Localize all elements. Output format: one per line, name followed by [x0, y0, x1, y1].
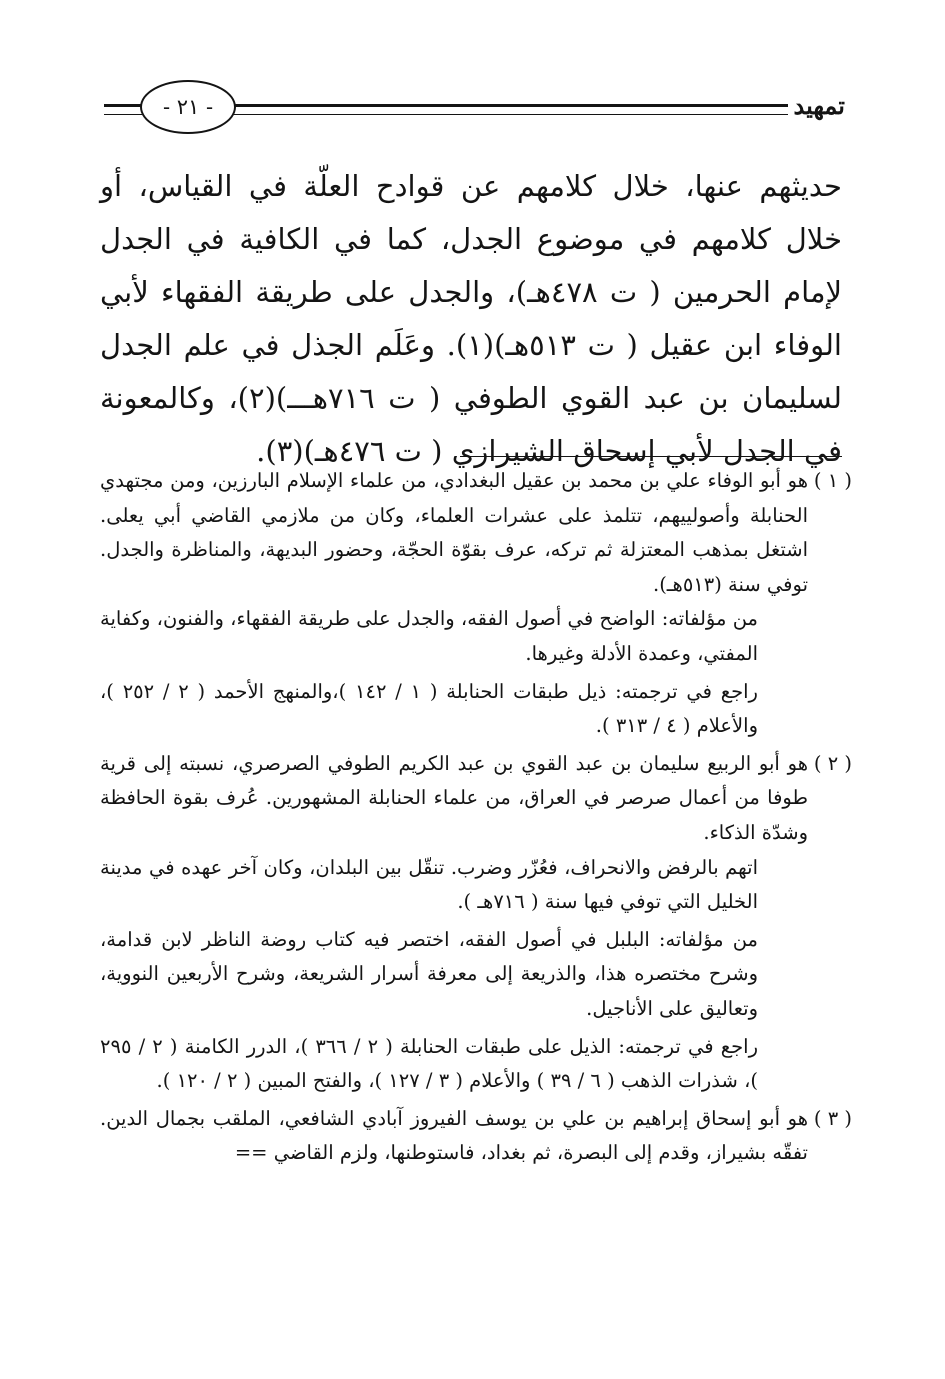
- footnote-3: [100, 1102, 852, 1171]
- footnote-text: هو أبو الربيع سليمان بن عبد القوي بن عبد الكريم الطوفي الصرصري، نسبته إلى قرية طوفا من أعمال صرصر في العراق، من علماء الحنابلة المشهورين. عُرف بقوة الحافظة وشدّة الذكاء.: [100, 751, 808, 844]
- footnote-text: هو أبو الوفاء علي بن محمد بن عقيل البغدادي، من علماء الإسلام البارزين، ومن مجتهدي الحنابلة وأصولييهم، تتلمذ على عشرات العلماء، وكان من ملازمي القاضي أبي يعلى. اشتغل بمذهب المعتزلة ثم تركه، عرف بقوّة الحجّة، وحضور البديهة، والمناظرة والجدل. توفي سنة (٥١٣هـ).: [100, 469, 808, 596]
- footnote-text: هو أبو إسحاق إبراهيم بن علي بن يوسف الفيروز آبادي الشافعي، الملقب بجمال الدين. تفقّه بشيراز، وقدم إلى البصرة، ثم بغداد، فاستوطنها، ولزم القاضي ==: [100, 1106, 808, 1165]
- footnote-refs: راجع في ترجمته: ذيل طبقات الحنابلة ( ١ / ١٤٢ )،والمنهج الأحمد ( ٢ / ٢٥٢ )، والأعلام ( ٤ / ٣١٣ ).: [100, 679, 758, 738]
- main-text: [100, 160, 842, 478]
- footnote-separator: [460, 456, 842, 457]
- footnote-works: من مؤلفاته: البلبل في أصول الفقه، اختصر فيه كتاب روضة الناظر لابن قدامة، وشرح مختصره هذا، والذريعة إلى معرفة أسرار الشريعة، وشرح الأربعين النووية، وتعاليق على الأناجيل.: [100, 927, 758, 1020]
- footnote-number: ( ٢ ): [813, 751, 852, 775]
- header-rule-left: [104, 104, 142, 115]
- footnote-2: [100, 747, 852, 1099]
- header-rule: [232, 104, 802, 115]
- footnote-number: ( ٣ ): [813, 1106, 852, 1130]
- footnote-bio: اتهم بالرفض والانحراف، فعُزّر وضرب. تنقّل بين البلدان، وكان آخر عهده في مدينة الخليل التي توفي فيها سنة ( ٧١٦هـ ).: [100, 855, 758, 914]
- footnote-refs: راجع في ترجمته: الذيل على طبقات الحنابلة ( ٢ / ٣٦٦ )، الدرر الكامنة ( ٢ / ٢٩٥ )، شذرات الذهب ( ٦ / ٣٩ ) والأعلام ( ٣ / ١٢٧ )، والفتح المبين ( ٢ / ١٢٠ ).: [100, 1034, 758, 1093]
- footnote-number: ( ١ ): [813, 469, 852, 492]
- footnote-works: من مؤلفاته: الواضح في أصول الفقه، والجدل على طريقة الفقهاء، والفنون، وكفاية المفتي، وعمدة الأدلة وغيرها.: [100, 607, 758, 665]
- footnote-1: [100, 464, 852, 744]
- page-number: - ٢١ -: [162, 95, 214, 119]
- main-paragraph: حديثهم عنها، خلال كلامهم عن قوادح العلّة في القياس، أو خلال كلامهم في موضوع الجدل، كما في الكافية في الجدل لإمام الحرمين ( ت ٤٧٨هـ)، والجدل على طريقة الفقهاء لأبي الوفاء ابن عقيل ( ت ٥١٣هـ)(١). وعَلَم الجذل في علم الجدل لسليمان بن عبد القوي الطوفي ( ت ٧١٦هـــ)(٢)، وكالمعونة في الجدل لأبي إسحاق الشيرازي ( ت ٤٧٦هـ)(٣).: [100, 169, 843, 468]
- footnotes: [100, 464, 852, 1174]
- running-title: تمهيد: [788, 91, 845, 120]
- page-number-oval: [140, 80, 236, 134]
